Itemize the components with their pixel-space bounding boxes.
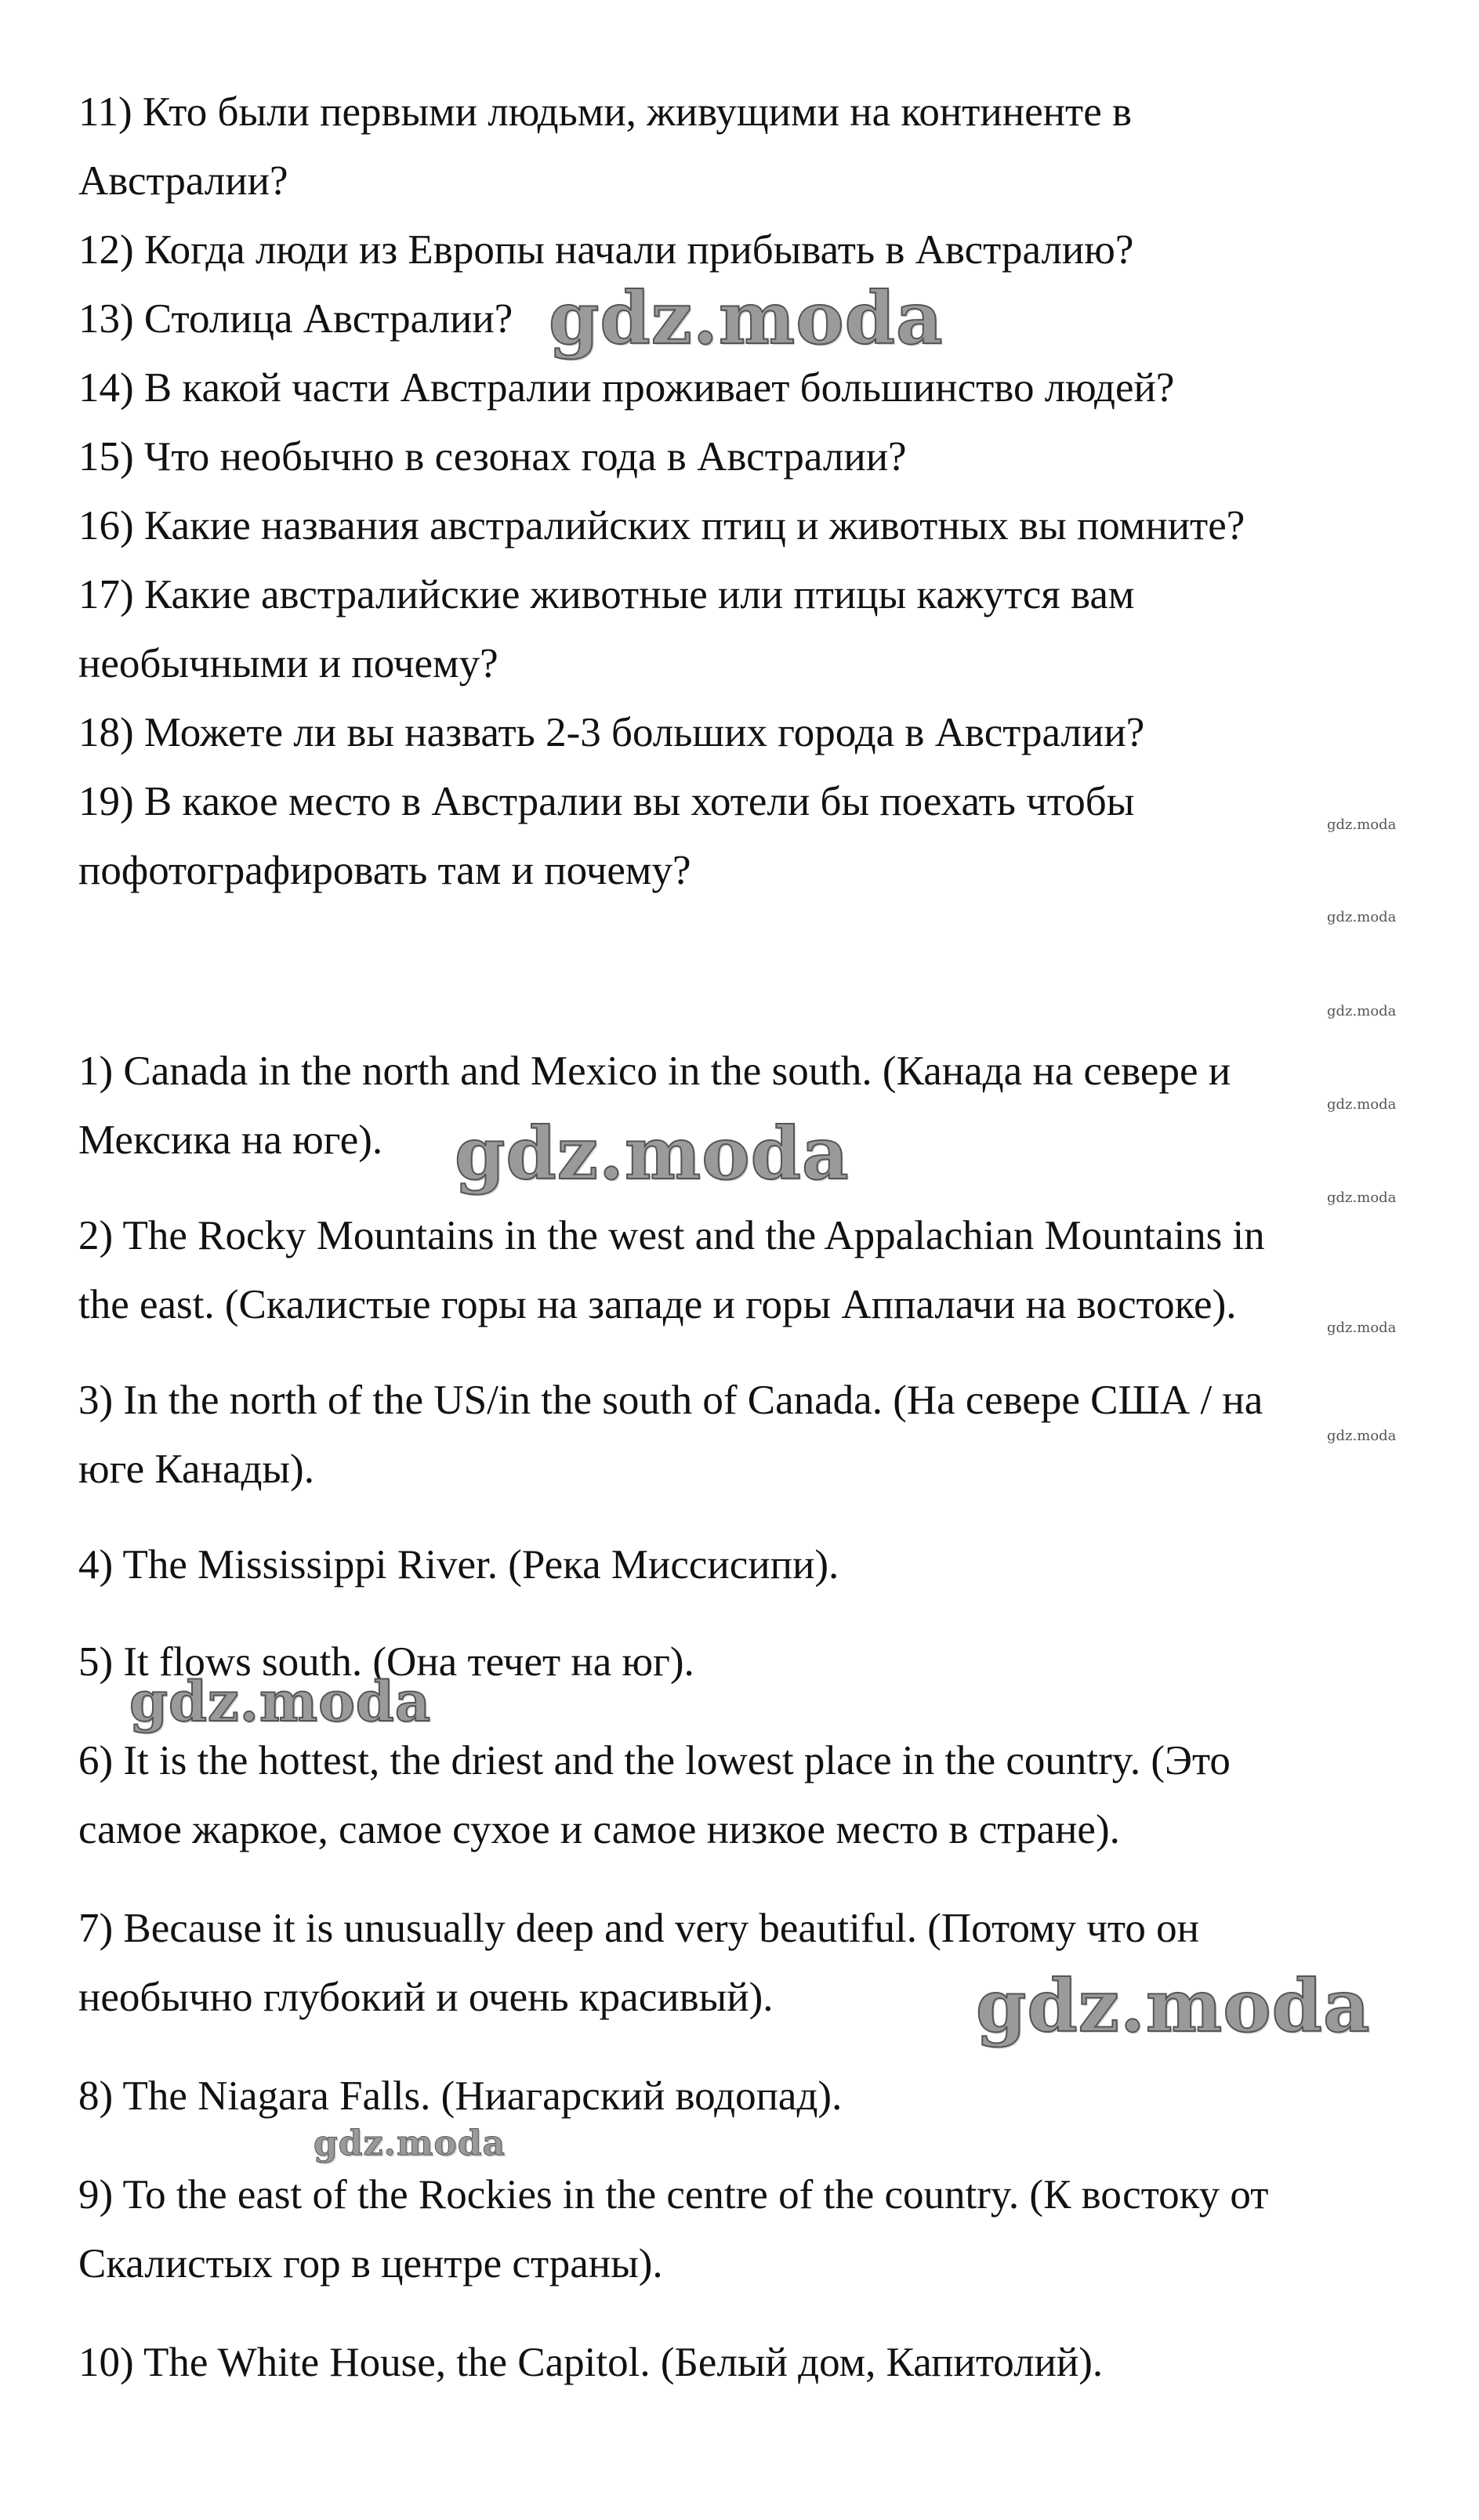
answer-9-line-2: Скалистых гор в центре страны). <box>78 2241 663 2286</box>
question-19-line-1: 19) В какое место в Австралии вы хотели бы поехать чтобы <box>78 779 1135 824</box>
answer-1-line-1: 1) Canada in the north and Mexico in the south. (Канада на севере и <box>78 1048 1231 1094</box>
answer-6-line-2: самое жаркое, самое сухое и самое низкое место в стране). <box>78 1807 1120 1852</box>
watermark-small: gdz.moda <box>1327 1189 1397 1206</box>
question-19-line-2: пофотографировать там и почему? <box>78 848 691 893</box>
question-17-line-2: необычными и почему? <box>78 641 498 686</box>
question-16: 16) Какие названия австралийских птиц и животных вы помните? <box>78 503 1245 549</box>
watermark-logo: gdz.moda <box>976 1964 1371 2048</box>
answer-7-line-2: необычно глубокий и очень красивый). <box>78 1975 774 2020</box>
watermark-logo: gdz.moda <box>314 2124 506 2163</box>
answer-1-line-2: Мексика на юге). <box>78 1117 383 1163</box>
question-13: 13) Столица Австралии? <box>78 296 513 342</box>
question-17-line-1: 17) Какие австралийские животные или птицы кажутся вам <box>78 572 1135 617</box>
question-15: 15) Что необычно в сезонах года в Австралии? <box>78 434 907 480</box>
watermark-small: gdz.moda <box>1327 816 1397 833</box>
answer-6-line-1: 6) It is the hottest, the driest and the lowest place in the country. (Это <box>78 1738 1231 1783</box>
answer-10: 10) The White House, the Capitol. (Белый дом, Капитолий). <box>78 2340 1104 2385</box>
question-18: 18) Можете ли вы назвать 2-3 больших города в Австралии? <box>78 710 1145 755</box>
question-11-line-1: 11) Кто были первыми людьми, живущими на континенте в <box>78 89 1132 135</box>
answer-9-line-1: 9) To the east of the Rockies in the centre of the country. (К востоку от <box>78 2172 1269 2218</box>
watermark-small: gdz.moda <box>1327 909 1397 925</box>
question-11-line-2: Австралии? <box>78 158 288 204</box>
watermark-small: gdz.moda <box>1327 1428 1397 1444</box>
watermark-logo: gdz.moda <box>549 276 944 360</box>
question-12: 12) Когда люди из Европы начали прибывать в Австралию? <box>78 227 1134 273</box>
answer-3-line-1: 3) In the north of the US/in the south of Canada. (На севере США / на <box>78 1378 1263 1423</box>
answer-5: 5) It flows south. (Она течет на юг). <box>78 1639 694 1685</box>
answer-7-line-1: 7) Because it is unusually deep and very beautiful. (Потому что он <box>78 1906 1199 1951</box>
answer-4: 4) The Mississippi River. (Река Миссисипи). <box>78 1542 839 1588</box>
watermark-small: gdz.moda <box>1327 1320 1397 1336</box>
answer-3-line-2: юге Канады). <box>78 1446 314 1492</box>
answer-2-line-2: the east. (Скалистые горы на западе и горы Аппалачи на востоке). <box>78 1282 1237 1327</box>
watermark-small: gdz.moda <box>1327 1003 1397 1019</box>
answer-8: 8) The Niagara Falls. (Ниагарский водопад). <box>78 2073 843 2119</box>
answer-2-line-1: 2) The Rocky Mountains in the west and the Appalachian Mountains in <box>78 1213 1265 1258</box>
question-14: 14) В какой части Австралии проживает большинство людей? <box>78 365 1175 411</box>
watermark-small: gdz.moda <box>1327 1096 1397 1113</box>
watermark-logo: gdz.moda <box>455 1111 850 1196</box>
watermark-logo: gdz.moda <box>129 1669 432 1734</box>
